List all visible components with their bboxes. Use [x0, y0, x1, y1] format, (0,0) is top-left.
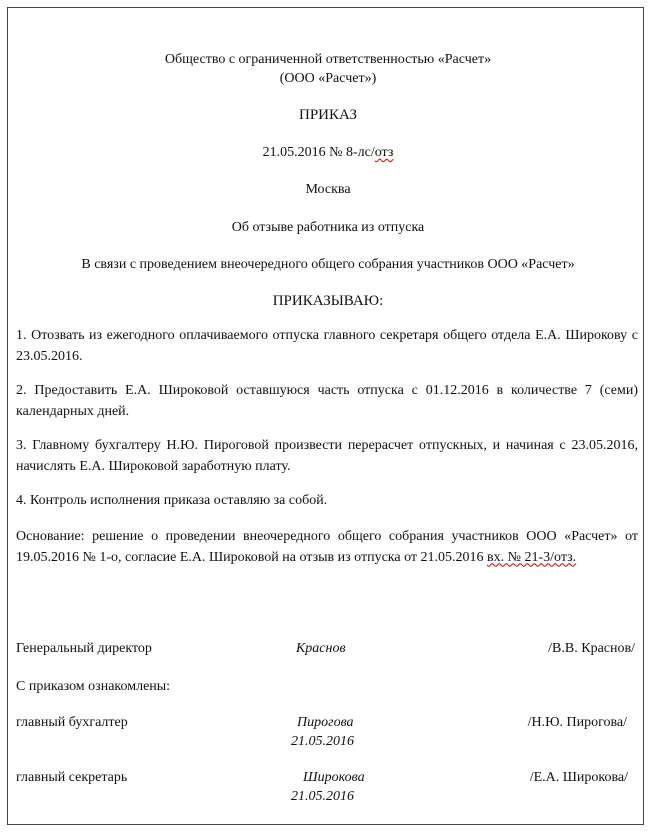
- order-word: ПРИКАЗЫВАЮ:: [272, 293, 384, 309]
- organization-full-name: Общество с ограниченной ответственностью «Расчет»: [164, 52, 492, 67]
- accountant-position: главный бухгалтер: [16, 715, 128, 730]
- secretary-name: /Е.А. Широкова/: [529, 770, 628, 785]
- basis-main-text: Основание: решение о проведении внеочередного общего собрания участников ООО «Расчет» от 19.05.2016 № 1-о, согласие Е.А. Широковой на отзыв из отпуска от 21.05.2016: [16, 529, 638, 565]
- city: Москва: [305, 182, 351, 197]
- secretary-sign-date: 21.05.2016: [291, 789, 354, 804]
- secretary-signature: Широкова: [303, 770, 365, 785]
- order-item-1: 1. Отозвать из ежегодного оплачиваемого отпуска главного секретаря общего отдела Е.А. Широкову с 23.05.2016.: [16, 328, 638, 364]
- date-and-number: [0, 144, 656, 162]
- accountant-name: /Н.Ю. Пирогова/: [527, 715, 627, 730]
- date-number-prefix: 21.05.2016 № 8-лс/: [262, 145, 375, 160]
- basis-tail-text: вх. № 21-3/отз.: [487, 549, 577, 565]
- director-name: /В.В. Краснов/: [548, 641, 635, 656]
- accountant-sign-date: 21.05.2016: [291, 734, 354, 749]
- order-item-4: 4. Контроль исполнения приказа оставляю за собой.: [16, 493, 328, 508]
- order-reason: В связи с проведением внеочередного общего собрания участников ООО «Расчет»: [81, 257, 575, 272]
- date-number-suffix: отз: [374, 145, 394, 160]
- order-basis: [16, 527, 638, 568]
- acquainted-label: С приказом ознакомлены:: [16, 679, 171, 694]
- order-item-2: 2. Предоставить Е.А. Широковой оставшуюся часть отпуска с 01.12.2016 в количестве 7 (семи) календарных дней.: [16, 383, 638, 419]
- order-item-3: 3. Главному бухгалтеру Н.Ю. Пироговой произвести перерасчет отпускных, и начиная с 23.05.2016, начислять Е.А. Широковой заработную плату.: [16, 438, 638, 474]
- document-title: ПРИКАЗ: [299, 107, 357, 123]
- director-signature: Краснов: [296, 641, 346, 656]
- secretary-position: главный секретарь: [16, 770, 128, 785]
- director-position: Генеральный директор: [16, 641, 152, 656]
- order-subject: Об отзыве работника из отпуска: [231, 220, 425, 235]
- organization-short-name: (ООО «Расчет»): [279, 71, 377, 86]
- accountant-signature: Пирогова: [297, 715, 354, 730]
